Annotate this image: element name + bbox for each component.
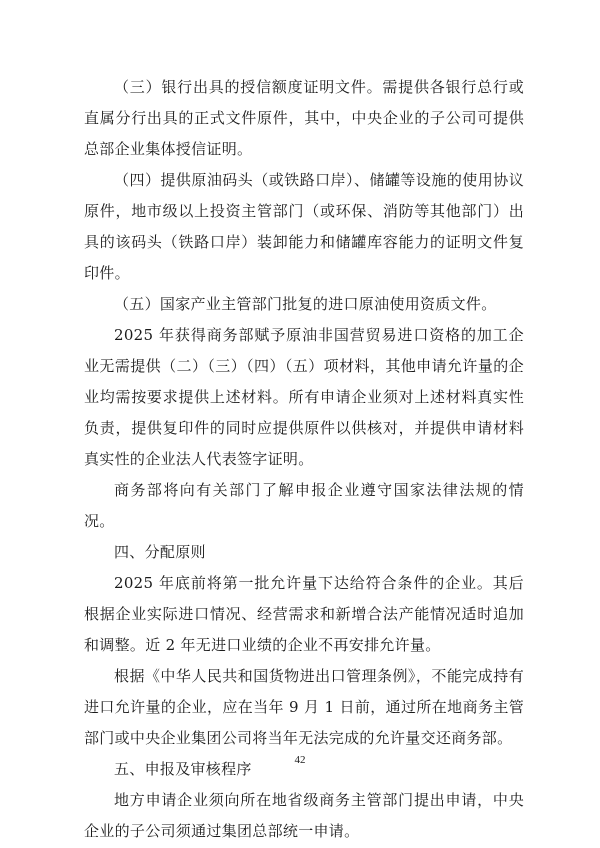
paragraph-item-5-qualification: （五）国家产业主管部门批复的进口原油使用资质文件。 — [114, 295, 497, 313]
paragraph-item-3-bank-credit: （三）银行出具的授信额度证明文件。需提供各银行总行或直属分行出具的正式文件原件，其中，中央企业的子公司可提供总部企业集体授信证明。 — [84, 78, 524, 158]
paragraph-item-4-terminal-storage: （四）提供原油码头（或铁路口岸）、储罐等设施的使用协议原件，地市级以上投资主管部门（或环保、消防等其他部门）出具的该码头（铁路口岸）装卸能力和储罐库容能力的证明文件复印件。 — [84, 171, 524, 282]
document-body — [84, 72, 524, 847]
page-number: 42 — [294, 754, 306, 766]
section-heading-application-procedure: 五、申报及审核程序 — [114, 760, 252, 778]
paragraph-application: 地方申请企业须向所在地省级商务主管部门提出申请，中央企业的子公司须通过集团总部统一申请。 — [84, 791, 524, 840]
paragraph-first-batch: 2025 年底前将第一批允许量下达给符合条件的企业。其后根据企业实际进口情况、经营需求和新增合法产能情况适时追加和调整。近 2 年无进口业绩的企业不再安排允许量。 — [84, 574, 524, 654]
paragraph-2025-exemption: 2025 年获得商务部赋予原油非国营贸易进口资格的加工企业无需提供（二）（三）（四）（五）项材料，其他申请允许量的企业均需按要求提供上述材料。所有申请企业须对上述材料真实性负责，提供复印件的同时应提供原件以供核对，并提供申请材料真实性的企业法人代表签字证明。 — [84, 326, 524, 468]
paragraph-regulation-return: 根据《中华人民共和国货物进出口管理条例》，不能完成持有进口允许量的企业，应在当年 9 月 1 日前，通过所在地商务主管部门或中央企业集团公司将当年无法完成的允许量交还商务部。 — [84, 667, 524, 747]
section-heading-allocation-principles: 四、分配原则 — [114, 543, 206, 561]
paragraph-mofcom-review: 商务部将向有关部门了解申报企业遵守国家法律法规的情况。 — [84, 481, 524, 530]
